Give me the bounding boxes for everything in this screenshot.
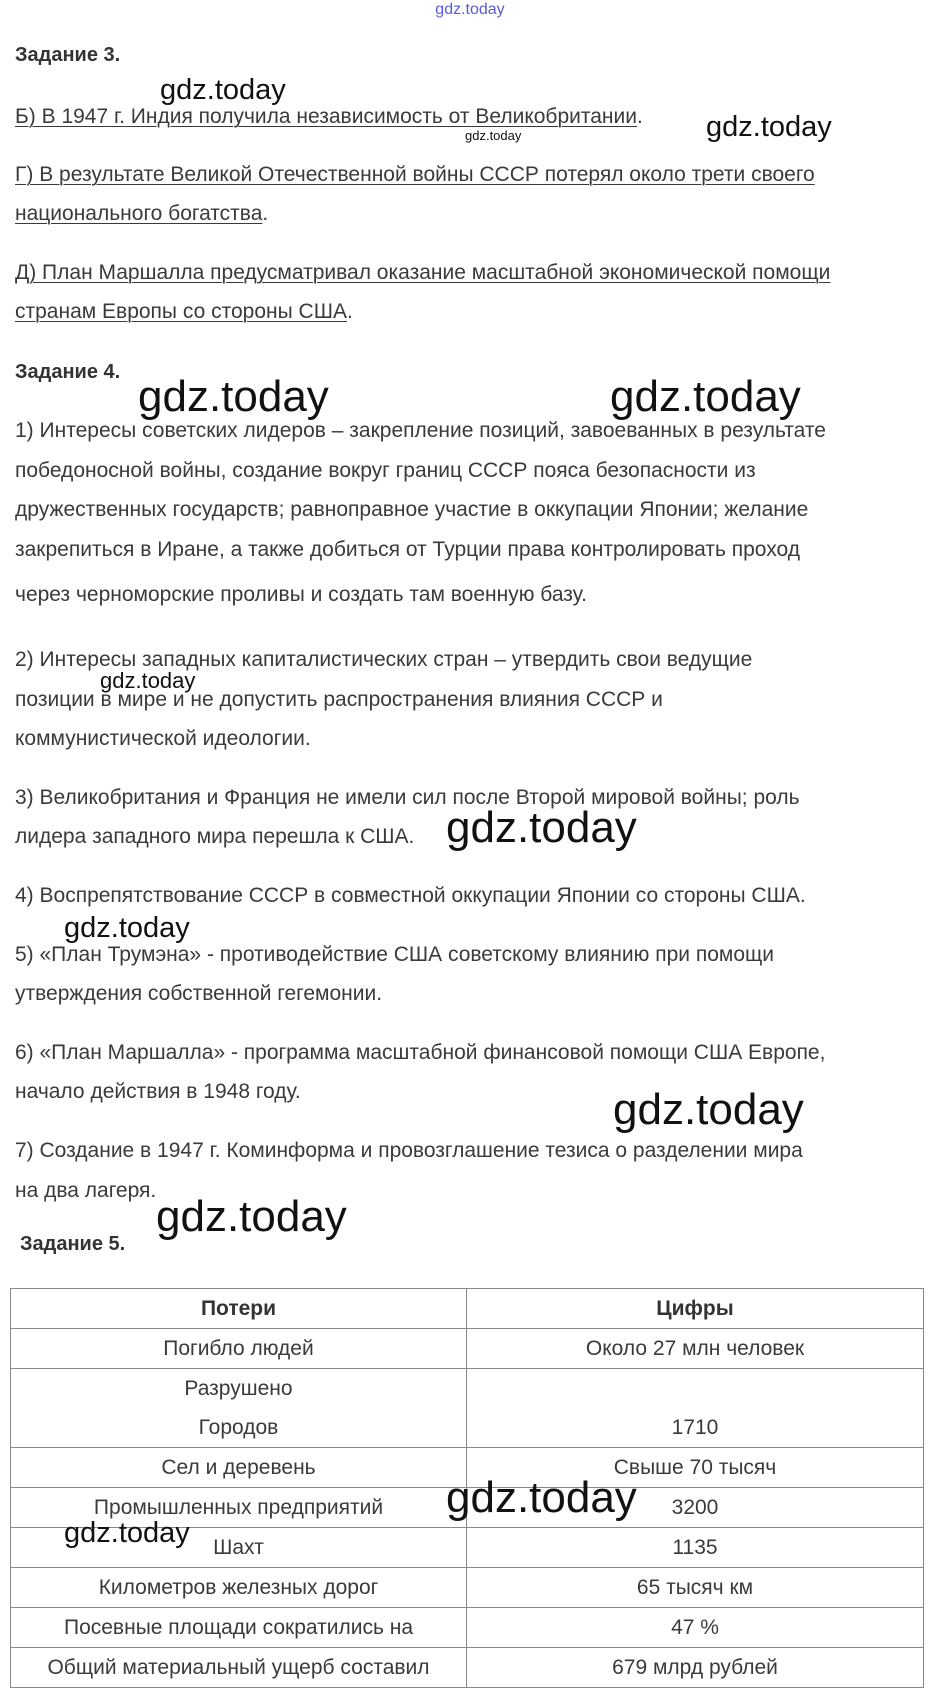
table-row — [11, 1608, 924, 1648]
watermark: gdz.today — [446, 803, 637, 852]
task3-item-g-tail: . — [262, 202, 269, 225]
table-cell-figure: 3200 — [467, 1488, 924, 1528]
task4-item1-line1: 1) Интересы советских лидеров – закрепление позиций, завоеванных в результате — [15, 419, 826, 442]
table-cell-loss — [11, 1369, 467, 1448]
table-row — [11, 1369, 924, 1448]
task3-item-g-cont — [15, 202, 268, 226]
table-cell-loss-group: Разрушено — [184, 1377, 293, 1400]
table-cell-loss: Промышленных предприятий — [11, 1488, 467, 1528]
column-header-losses: Потери — [11, 1289, 467, 1329]
watermark: gdz.today — [138, 372, 329, 421]
task4-item1-line3: дружественных государств; равноправное участие в оккупации Японии; желание — [15, 498, 809, 521]
table-cell-loss-subitem: Городов — [198, 1416, 279, 1439]
task4-item5-line2: утверждения собственной гегемонии. — [15, 982, 383, 1005]
table-row — [11, 1568, 924, 1608]
task3-item-g — [15, 163, 815, 187]
table-header-row — [11, 1289, 924, 1329]
table-cell-figure — [467, 1369, 924, 1448]
task3-item-b — [15, 105, 643, 129]
top-watermark: gdz.today — [435, 1, 505, 18]
watermark: gdz.today — [706, 111, 832, 143]
task3-item-g-line2: национального богатства — [15, 202, 263, 225]
table-row — [11, 1329, 924, 1369]
task4-item3-line1: 3) Великобритания и Франция не имели сил после Второй мировой войны; роль — [15, 786, 800, 809]
table-cell-figure: Свыше 70 тысяч — [467, 1448, 924, 1488]
task4-item2-line1: 2) Интересы западных капиталистических стран – утвердить свои ведущие — [15, 648, 753, 671]
task4-item6-line2: начало действия в 1948 году. — [15, 1080, 301, 1103]
task3-item-d-cont — [15, 300, 353, 324]
watermark: gdz.today — [64, 1517, 190, 1549]
task5-heading: Задание 5. — [20, 1233, 126, 1255]
task4-item1-line5: через черноморские проливы и создать там военную базу. — [15, 583, 587, 606]
task3-heading: Задание 3. — [15, 44, 121, 66]
table-cell-figure-value: 1710 — [671, 1416, 719, 1439]
table-cell-loss: Шахт — [11, 1528, 467, 1568]
watermark: gdz.today — [64, 912, 190, 944]
task3-item-g-line1: Г) В результате Великой Отечественной войны СССР потерял около трети своего — [15, 163, 815, 186]
watermark: gdz.today — [160, 74, 286, 106]
task3-item-b-tail: . — [636, 105, 643, 128]
table-cell-figure: 65 тысяч км — [467, 1568, 924, 1608]
task3-item-d-line2: странам Европы со стороны США — [15, 300, 347, 323]
task4-item5-line1: 5) «План Трумэна» - противодействие США советскому влиянию при помощи — [15, 943, 775, 966]
task4-item2-line3: коммунистической идеологии. — [15, 727, 311, 750]
task4-item2-line2: позиции в мире и не допустить распространения влияния СССР и — [15, 688, 663, 711]
task3-item-d-line1: Д) План Маршалла предусматривал оказание масштабной экономической помощи — [15, 261, 831, 284]
watermark: gdz.today — [100, 668, 196, 693]
watermark: gdz.today — [613, 1085, 804, 1134]
task4-item1-line2: победоносной войны, создание вокруг границ СССР пояса безопасности из — [15, 459, 756, 482]
table-cell-figure: 1135 — [467, 1528, 924, 1568]
watermark: gdz.today — [446, 1473, 637, 1522]
table-cell-loss: Посевные площади сократились на — [11, 1608, 467, 1648]
table-row — [11, 1648, 924, 1688]
table-cell-figure: 679 млрд рублей — [467, 1648, 924, 1688]
task4-item4-line1: 4) Воспрепятствование СССР в совместной оккупации Японии со стороны США. — [15, 884, 806, 907]
table-cell-loss: Километров железных дорог — [11, 1568, 467, 1608]
task4-item7-line1: 7) Создание в 1947 г. Коминформа и провозглашение тезиса о разделении мира — [15, 1139, 803, 1162]
task4-item7-line2: на два лагеря. — [15, 1179, 157, 1202]
table-cell-loss: Погибло людей — [11, 1329, 467, 1369]
table-cell-figure: 47 % — [467, 1608, 924, 1648]
watermark: gdz.today — [610, 372, 801, 421]
task3-item-b-line1: Б) В 1947 г. Индия получила независимость от Великобритании — [15, 105, 637, 128]
task4-item6-line1: 6) «План Маршалла» - программа масштабной финансовой помощи США Европе, — [15, 1041, 826, 1064]
task3-item-d — [15, 261, 830, 285]
task4-heading: Задание 4. — [15, 361, 121, 383]
task4-item1-line4: закрепиться в Иране, а также добиться от Турции права контролировать проход — [15, 538, 800, 561]
watermark: gdz.today — [156, 1192, 347, 1241]
column-header-figures: Цифры — [467, 1289, 924, 1329]
task3-item-d-tail: . — [346, 300, 353, 323]
table-cell-loss: Общий материальный ущерб составил — [11, 1648, 467, 1688]
table-cell-figure: Около 27 млн человек — [467, 1329, 924, 1369]
table-cell-loss: Сел и деревень — [11, 1448, 467, 1488]
task4-item3-line2: лидера западного мира перешла к США. — [15, 825, 415, 848]
watermark: gdz.today — [465, 128, 522, 143]
